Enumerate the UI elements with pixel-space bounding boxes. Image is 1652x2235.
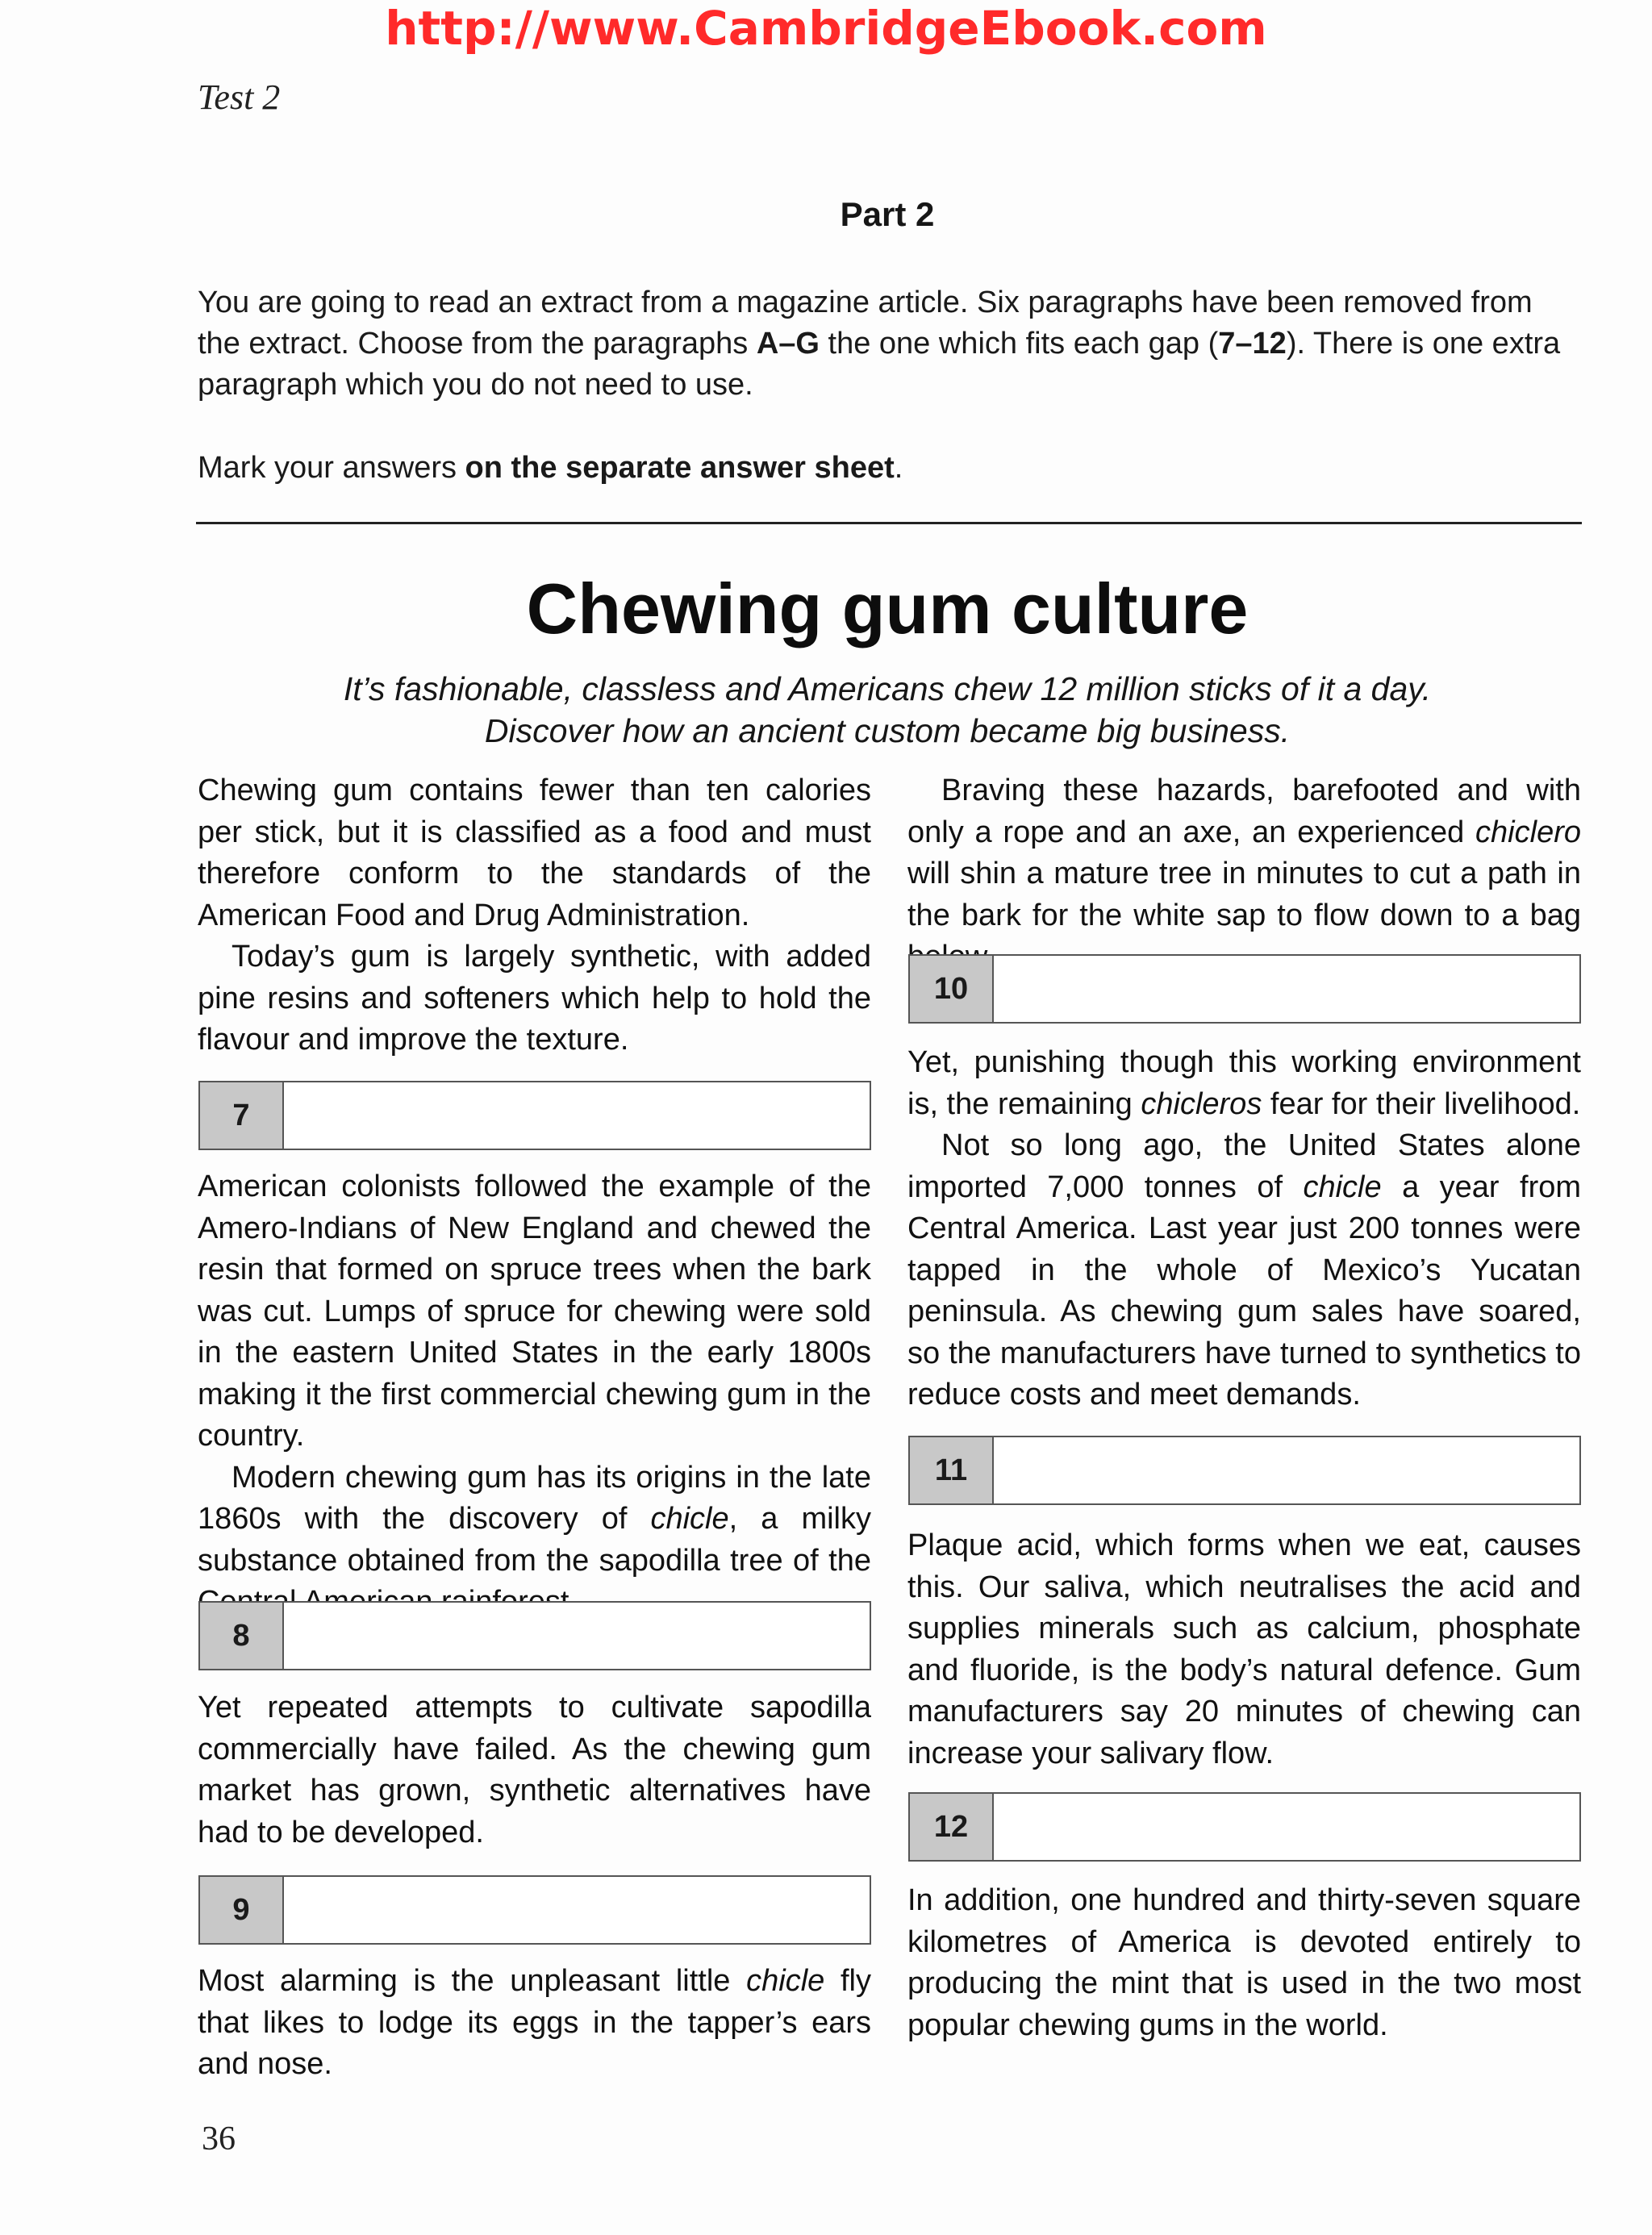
instr-text: You are going to read an extract from a magazine article. Six paragraphs have been removed from the extract. Choose from the paragraphs xyxy=(198,286,1533,361)
gap-box-10[interactable] xyxy=(908,954,1581,1024)
page-number: 36 xyxy=(202,2120,236,2158)
right-column-block-2 xyxy=(907,1042,1581,1416)
gap-box-8[interactable] xyxy=(198,1601,871,1670)
paragraph xyxy=(198,1457,871,1624)
left-column-block-4 xyxy=(198,1961,871,2086)
paragraph: In addition, one hundred and thirty-seven square kilometres of America is devoted entirely to producing the mint that is used in the two most popular chewing gums in the world. xyxy=(907,1883,1581,2042)
gap-number: 7 xyxy=(200,1082,284,1149)
text: Braving these hazards, barefooted and with only a rope and an axe, an experienced xyxy=(907,773,1581,849)
gap-number: 10 xyxy=(910,956,994,1022)
gap-box-12[interactable] xyxy=(908,1792,1581,1862)
paragraph: Yet repeated attempts to cultivate sapodilla commercially have failed. As the chewing gum market has grown, synthetic alternatives have had to be developed. xyxy=(198,1691,871,1849)
italic-term: chicle xyxy=(746,1964,825,1998)
paragraph: Today’s gum is largely synthetic, with added pine resins and softeners which help to hold the flavour and improve the texture. xyxy=(198,940,871,1057)
paragraph xyxy=(907,1042,1581,1125)
watermark-url[interactable]: http://www.CambridgeEbook.com xyxy=(385,1,1267,56)
article-title: Chewing gum culture xyxy=(526,569,1249,648)
italic-term: chicle xyxy=(650,1502,729,1536)
paragraph: Chewing gum contains fewer than ten calories per stick, but it is classified as a food and must therefore conform to the standards of the American Food and Drug Administration. xyxy=(198,773,871,932)
text: Most alarming is the unpleasant little xyxy=(198,1964,747,1998)
left-column-block-1 xyxy=(198,770,871,1061)
text: fear for their livelihood. xyxy=(1262,1086,1581,1121)
text: Not so long ago, the United States alone imported 7,000 tonnes of xyxy=(907,1128,1581,1204)
instr-answer-sheet: on the separate answer sheet xyxy=(465,451,895,485)
right-column-block-3 xyxy=(907,1525,1581,1774)
gap-box-11[interactable] xyxy=(908,1436,1581,1505)
instr-gap-range: 7–12 xyxy=(1218,327,1287,361)
article-subtitle-line1: It’s fashionable, classless and Americans chew 12 million sticks of it a day. xyxy=(343,670,1432,707)
italic-term: chiclero xyxy=(1475,815,1581,849)
gap-number: 9 xyxy=(200,1877,284,1943)
left-column-block-2 xyxy=(198,1166,871,1624)
text: a year from Central America. Last year just 200 tonnes were tapped in the whole of Mexico’s Yucatan peninsula. As chewing gum sales have soared, so the manufacturers have turned to synthetics to reduce costs and meet demands. xyxy=(907,1170,1582,1411)
text: Modern chewing gum has its origins in the late 1860s with the discovery of xyxy=(198,1460,871,1536)
instr-text: the one which fits each gap ( xyxy=(819,327,1219,361)
gap-box-9[interactable] xyxy=(198,1875,871,1945)
gap-box-7[interactable] xyxy=(198,1081,871,1150)
text: Yet, punishing though this working environment is, the remaining xyxy=(907,1045,1581,1121)
instr-text: . xyxy=(894,451,903,485)
right-column-block-4 xyxy=(907,1880,1581,2046)
italic-term: chicle xyxy=(1303,1170,1382,1204)
part-heading xyxy=(0,195,1652,234)
text: , a milky substance obtained from the sapodilla tree of the xyxy=(198,1502,871,1578)
running-head: Test 2 xyxy=(198,77,281,117)
gap-number: 12 xyxy=(910,1794,994,1860)
instr-letters: A–G xyxy=(756,327,820,361)
paragraph: American colonists followed the example of the Amero-Indians of New England and chewed the resin that formed on spruce trees when the bark was cut. Lumps of spruce for chewing were sold in the eastern United States in the early 1800s making it the first commercial chewing gum in the country. xyxy=(198,1170,871,1453)
part-heading-text: Part 2 xyxy=(840,195,935,233)
paragraph xyxy=(907,770,1581,978)
right-column-block-1 xyxy=(907,770,1581,978)
text: fly that likes to lodge its eggs in the tapper’s ears and nose. xyxy=(198,1964,871,2081)
gap-number: 8 xyxy=(200,1603,284,1669)
paragraph: Plaque acid, which forms when we eat, causes this. Our saliva, which neutralises the acid and supplies minerals such as calcium, phosphate and fluoride, is the body’s natural defence. Gum manufacturers say 20 minutes of chewing can increase your salivary flow. xyxy=(907,1528,1581,1770)
left-column-block-3 xyxy=(198,1687,871,1853)
instr-text: ). There is one extra paragraph which you do not need to use. xyxy=(198,327,1561,402)
gap-number: 11 xyxy=(910,1437,994,1503)
divider-rule xyxy=(196,522,1582,524)
italic-term: chicleros xyxy=(1141,1086,1262,1121)
text: will shin a mature tree in minutes to cut a path in the bark for the white sap to flow down to a bag xyxy=(907,857,1581,932)
paragraph xyxy=(907,1125,1581,1416)
paragraph xyxy=(198,1961,871,2086)
article-subtitle-line2: Discover how an ancient custom became big business. xyxy=(484,712,1291,749)
instructions-paragraph xyxy=(198,282,1581,406)
instr-text: Mark your answers xyxy=(198,451,465,485)
answer-instruction xyxy=(198,448,1581,489)
